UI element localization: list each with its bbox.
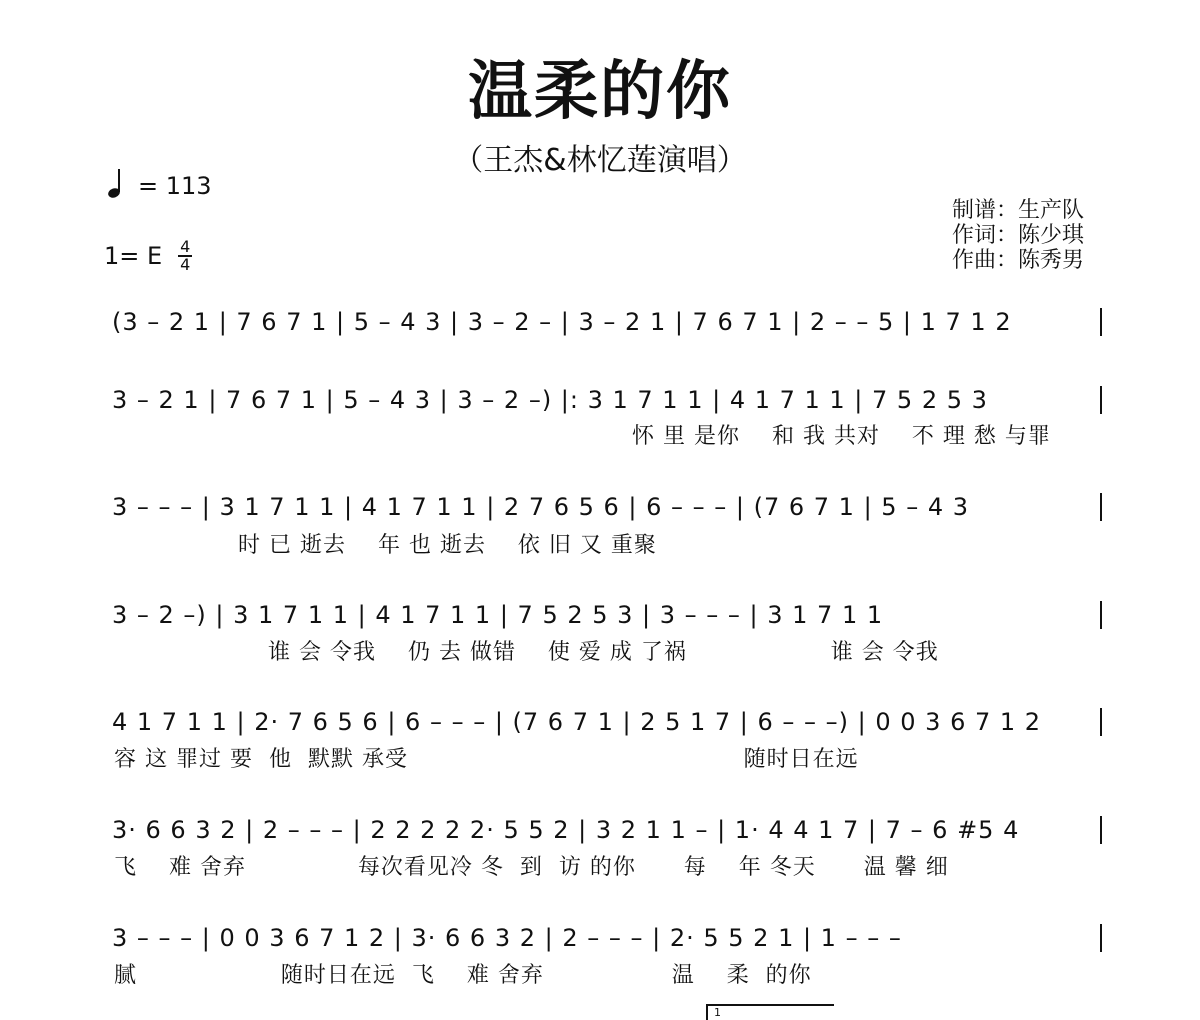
song-title: 温柔的你	[468, 55, 732, 129]
lyric-line-7: 腻 随时日在远 飞 难 舍弃 温 柔 的你	[114, 962, 812, 988]
quarter-note-icon	[106, 167, 122, 205]
lyric-line-5: 容 这 罪过 要 他 默默 承受 随时日在远	[114, 746, 859, 772]
lyric-line-3: 时 已 逝去 年 也 逝去 依 旧 又 重聚	[238, 532, 657, 558]
score-line-1: (3 – 2 1 | 7 6 7 1 | 5 – 4 3 | 3 – 2 – | 3 – 2 1 | 7 6 7 1 | 2 – – 5 | 1 7 1 2	[112, 302, 1102, 342]
key-label: 1= E	[104, 242, 163, 270]
lyric-line-4: 谁 会 令我 仍 去 做错 使 爱 成 了祸 谁 会 令我	[268, 639, 939, 665]
lyric-line-2: 怀 里 是你 和 我 共对 不 理 愁 与罪	[632, 423, 1051, 449]
time-bottom: 4	[180, 255, 191, 274]
time-top: 4	[180, 237, 191, 256]
score-line-3: 3 – – – | 3 1 7 1 1 | 4 1 7 1 1 | 2 7 6 5 6 | 6 – – – | (7 6 7 1 | 5 – 4 3	[112, 487, 1102, 527]
credit-lyricist: 作词：陈少琪	[952, 223, 1085, 248]
score-line-7: 3 – – – | 0 0 3 6 7 1 2 | 3· 6 6 3 2 | 2 – – – | 2· 5 5 2 1 | 1 – – –	[112, 918, 1102, 958]
tempo-marking	[106, 170, 212, 202]
score-line-6: 3· 6 6 3 2 | 2 – – – | 2 2 2 2 2· 5 5 2 | 3 2 1 1 – | 1· 4 4 1 7 | 7 – 6 #5 4	[112, 810, 1102, 850]
credits	[952, 198, 1084, 273]
score-line-2: 3 – 2 1 | 7 6 7 1 | 5 – 4 3 | 3 – 2 –) |: 3 1 7 1 1 | 4 1 7 1 1 | 7 5 2 5 3	[112, 380, 1102, 420]
key-signature	[104, 236, 192, 276]
credit-composer: 作曲：陈秀男	[952, 248, 1085, 273]
score-line-5: 4 1 7 1 1 | 2· 7 6 5 6 | 6 – – – | (7 6 7 1 | 2 5 1 7 | 6 – – –) | 0 0 3 6 7 1 2	[112, 702, 1102, 742]
time-signature	[178, 239, 192, 273]
credit-arranger: 制谱：生产队	[952, 198, 1085, 223]
volta-label: 1	[714, 1006, 721, 1019]
tempo-value: = 113	[138, 172, 212, 200]
score-line-4: 3 – 2 –) | 3 1 7 1 1 | 4 1 7 1 1 | 7 5 2 5 3 | 3 – – – | 3 1 7 1 1	[112, 595, 1102, 635]
lyric-line-6: 飞 难 舍弃 每次看见冷 冬 到 访 的你 每 年 冬天 温 馨 细	[114, 854, 949, 880]
performers-subtitle: （王杰&林忆莲演唱）	[453, 143, 747, 178]
